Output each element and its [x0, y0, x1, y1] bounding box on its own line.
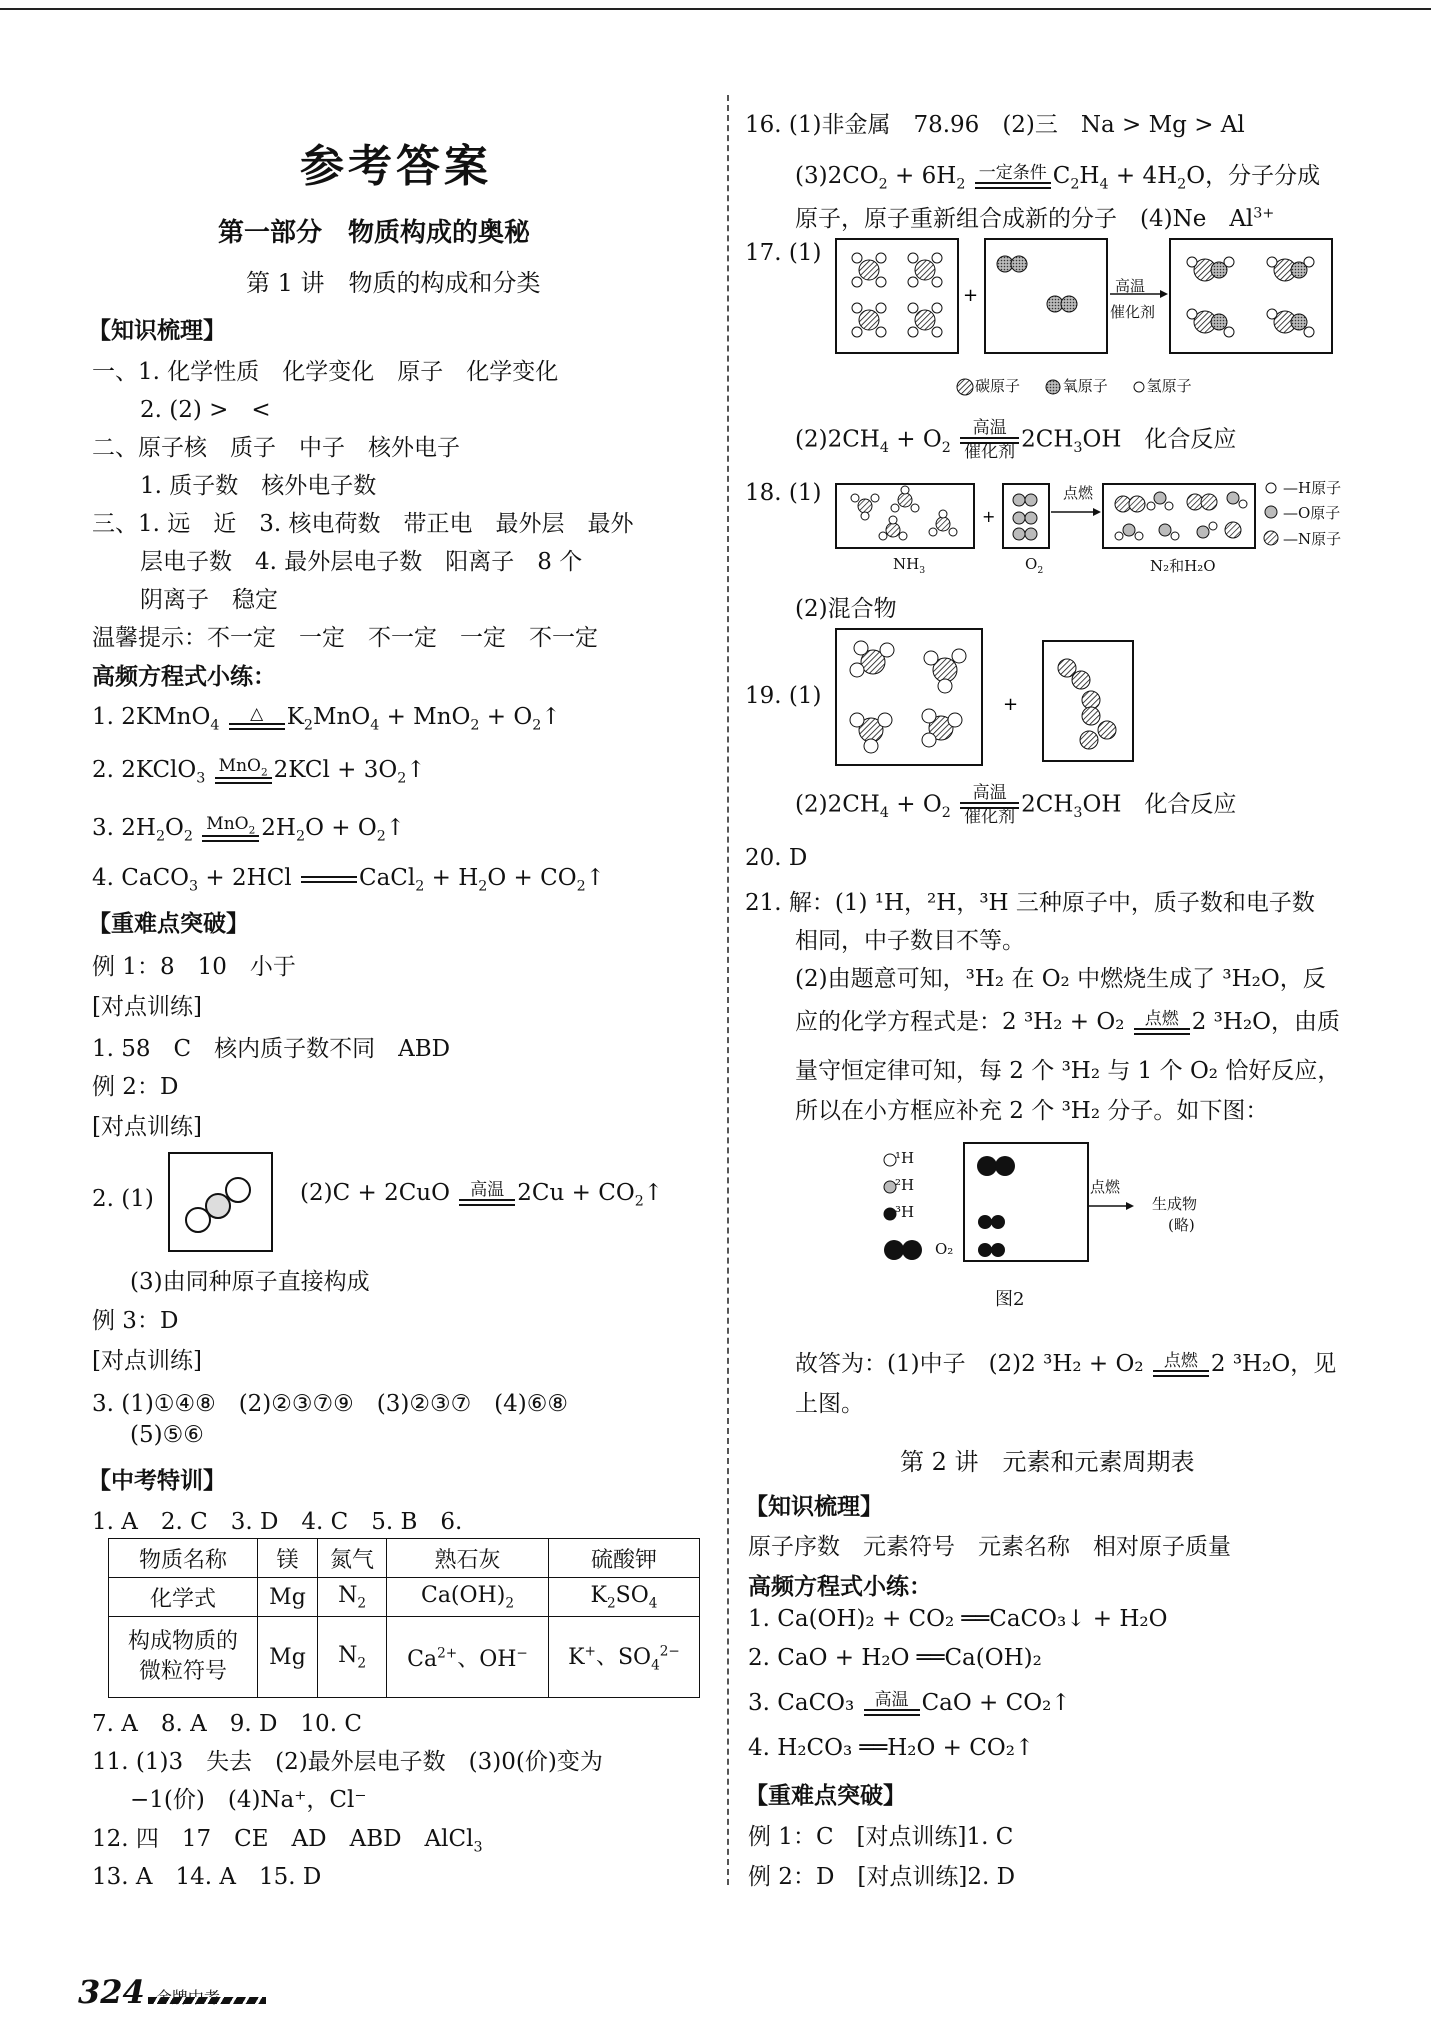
carbon-atoms-icon — [170, 1154, 271, 1250]
section-zhongnan: 【重难点突破】 — [88, 910, 249, 937]
part-title: 第一部分 物质构成的奥秘 — [218, 218, 531, 248]
training-3b: (5)⑤⑥ — [130, 1422, 204, 1448]
q16-line3: 原子，原子重新组合成新的分子 (4)Ne $Al^{3+}$ — [795, 205, 1275, 232]
q16-line1: 16. (1)非金属 78.96 (2)三 Na > Mg > Al — [745, 112, 1245, 138]
fig-cond: 点燃 — [1090, 1178, 1121, 1196]
q18-label-products: N₂和H₂O — [1150, 557, 1216, 575]
atom-diagram-box — [168, 1152, 273, 1252]
q20: 20. D — [745, 845, 808, 871]
q21-line4: 应的化学方程式是：2 ³H₂ + O₂ 点燃 2 ³H₂O，由质 — [795, 1009, 1341, 1035]
q18-2: (2)混合物 — [795, 596, 897, 622]
svg-text:+: + — [963, 285, 979, 306]
answer-line: 层电子数 4. 最外层电子数 阳离子 8 个 — [140, 549, 583, 575]
section-zhongnan-2: 【重难点突破】 — [745, 1782, 906, 1809]
q21-line1: 21. 解：(1) ¹H，²H，³H 三种原子中，质子数和电子数 — [745, 890, 1315, 916]
svg-text:+: + — [982, 507, 996, 526]
equation-2: 2. 2KClO$_3$ MnO$_2$ $2KCl + 3O_2↑$ — [92, 755, 426, 787]
zhongkao-11b: −1(价) (4)Na⁺，Cl⁻ — [130, 1787, 367, 1813]
example-r1: 例 1：C [对点训练]1. C — [748, 1824, 1014, 1850]
q17-cond-top: 高温 — [1115, 277, 1146, 295]
q17-2-equation: $(2)2CH_4 + O_2$ 高温 催化剂 $2CH_3OH$ 化合反应 — [795, 418, 1237, 462]
table-row: 构成物质的 微粒符号 Mg $N_2$ $Ca^{2+}$、OH− K+、$SO_4^{2-}$ — [109, 1617, 700, 1698]
footer-stripe — [148, 1997, 266, 2004]
substance-table — [108, 1538, 700, 1698]
lecture1-title: 第 1 讲 物质的构成和分类 — [246, 269, 541, 297]
q18-cond: 点燃 — [1063, 484, 1094, 502]
section-duidian: [对点训练] — [92, 1114, 202, 1140]
q21-line5: 量守恒定律可知，每 2 个 ³H₂ 与 1 个 O₂ 恰好反应， — [795, 1058, 1341, 1084]
equation-r1: 1. Ca(OH)₂ + CO₂ ══CaCO₃↓ + H₂O — [748, 1606, 1168, 1632]
zhongkao-11a: 11. (1)3 失去 (2)最外层电子数 (3)0(价)变为 — [92, 1749, 603, 1775]
section-zhishi: 【知识梳理】 — [88, 317, 226, 344]
fig-product: 生成物 — [1152, 1195, 1198, 1213]
example-1: 例 1：8 10 小于 — [92, 954, 296, 980]
zhongkao-13: 13. A 14. A 15. D — [92, 1864, 322, 1890]
zhongkao-1: 1. A 2. C 3. D 4. C 5. B 6. — [92, 1509, 463, 1535]
training-2-3: (3)由同种原子直接构成 — [130, 1269, 370, 1295]
legend-18-h: —H原子 — [1283, 479, 1342, 497]
training-2-label: 2. (1) — [92, 1186, 154, 1212]
answer-line: 阴离子 稳定 — [140, 587, 278, 613]
q21-line6: 所以在小方框应补充 2 个 ³H₂ 分子。如下图： — [795, 1098, 1269, 1124]
q19-reaction-diagram — [835, 628, 1135, 768]
training-2-eq: (2)C + 2CuO 高温 $2Cu + CO_2↑$ — [300, 1180, 664, 1210]
example-3: 例 3：D — [92, 1308, 179, 1334]
q17-reaction-diagram — [835, 238, 1335, 393]
answer-line: 1. 质子数 核外电子数 — [140, 473, 377, 499]
q21-line2: 相同，中子数目不等。 — [795, 928, 1025, 954]
equation-3: 3. $2H_2O_2$ MnO$_2$ $2H_2O$ + $O_2↑$ — [92, 813, 406, 845]
q18-label-nh3: $NH_3$ — [893, 555, 926, 576]
q21-answer-2: 上图。 — [795, 1391, 864, 1417]
section-duidian: [对点训练] — [92, 1348, 202, 1374]
page-footer — [78, 1973, 220, 2011]
legend-17: 碳原子 氧原子 氢原子 — [955, 375, 1192, 397]
q18-label: 18. (1) — [745, 480, 822, 506]
equation-1: 1. 2KMnO$_4$ △ $K_2MnO_4 + MnO_2$ + $O_2↑$ — [92, 704, 561, 734]
section-gaopin-2: 高频方程式小练： — [748, 1573, 932, 1600]
section-zhishi-2: 【知识梳理】 — [745, 1493, 883, 1520]
equation-r4: 4. H₂CO₃ ══H₂O + CO₂↑ — [748, 1735, 1035, 1761]
example-2: 例 2：D — [92, 1074, 179, 1100]
page-number: 324 — [78, 1973, 145, 2011]
section-duidian: [对点训练] — [92, 994, 202, 1020]
equation-r2: 2. CaO + H₂O ══Ca(OH)₂ — [748, 1645, 1042, 1671]
q17-cond-bottom: 催化剂 — [1110, 303, 1156, 321]
oxygen-pair-icon — [1013, 494, 1037, 540]
page-title: 参考答案 — [300, 141, 492, 192]
fig-legend-o2: O₂ — [935, 1240, 954, 1258]
fig-legend-3h: ³H — [895, 1203, 915, 1221]
equation-r3: 3. CaCO₃ 高温 CaO + CO₂↑ — [748, 1690, 1071, 1716]
section-zhongkao: 【中考特训】 — [88, 1467, 226, 1494]
answer-line: 三、1. 远 近 3. 核电荷数 带正电 最外层 最外 — [92, 511, 634, 537]
figure2-diagram — [880, 1142, 1140, 1272]
fig-omit: (略) — [1168, 1216, 1195, 1234]
column-divider — [727, 95, 729, 1885]
q18-label-o2: $O_2$ — [1025, 555, 1044, 576]
answer-line: 2. (2) > < — [140, 397, 271, 423]
q19-label: 19. (1) — [745, 683, 822, 709]
example-r2: 例 2：D [对点训练]2. D — [748, 1864, 1016, 1890]
section-gaopin: 高频方程式小练： — [92, 663, 276, 690]
svg-text:+: + — [1003, 694, 1019, 715]
fig-legend-1h: ¹H — [895, 1149, 915, 1167]
training-1: 1. 58 C 核内质子数不同 ABD — [92, 1036, 451, 1062]
knowledge-line: 原子序数 元素符号 元素名称 相对原子质量 — [748, 1534, 1231, 1560]
fig-caption: 图2 — [995, 1289, 1025, 1310]
q21-line3: (2)由题意可知，³H₂ 在 O₂ 中燃烧生成了 ³H₂O，反 — [795, 966, 1326, 992]
legend-18-o: —O原子 — [1283, 504, 1341, 522]
q17-label: 17. (1) — [745, 240, 822, 266]
tips-line: 温馨提示：不一定 一定 不一定 一定 不一定 — [92, 625, 598, 651]
oxygen-atom-icon — [1043, 377, 1063, 397]
zhongkao-12: 12. 四 17 CE AD ABD AlCl$_3$ — [92, 1826, 483, 1856]
zhongkao-7: 7. A 8. A 9. D 10. C — [92, 1711, 362, 1737]
table-row: 化学式 Mg $N_2$ $Ca(OH)_2$ $K_2SO_4$ — [109, 1578, 700, 1617]
carbon-atom-icon — [955, 377, 975, 397]
q16-line2: $(3)2CO_2 + 6H_2$ 一定条件 $C_2H_4 + 4H_2O$，分子分成 — [795, 163, 1321, 193]
hydrogen-atom-icon — [1131, 379, 1147, 395]
fig-legend-2h: ²H — [895, 1176, 915, 1194]
legend-18-n: —N原子 — [1283, 530, 1342, 548]
top-rule — [0, 8, 1431, 10]
lecture2-title: 第 2 讲 元素和元素周期表 — [900, 1448, 1195, 1476]
answer-line: 一、1. 化学性质 化学变化 原子 化学变化 — [92, 359, 559, 385]
equation-4: 4. CaCO$_3$ + 2HCl CaCl$_2$ + $H_2O$ + $CO_2↑$ — [92, 865, 605, 895]
training-3: 3. (1)①④⑧ (2)②③⑦⑨ (3)②③⑦ (4)⑥⑧ — [92, 1391, 569, 1417]
answer-line: 二、原子核 质子 中子 核外电子 — [92, 435, 460, 461]
q19-2-equation: $(2)2CH_4 + O_2$ 高温 催化剂 $2CH_3OH$ 化合反应 — [795, 783, 1237, 827]
q21-answer: 故答为：(1)中子 (2)2 ³H₂ + O₂ 点燃 2 ³H₂O，见 — [795, 1351, 1337, 1377]
table-row: 物质名称 镁 氮气 熟石灰 硫酸钾 — [109, 1539, 700, 1578]
